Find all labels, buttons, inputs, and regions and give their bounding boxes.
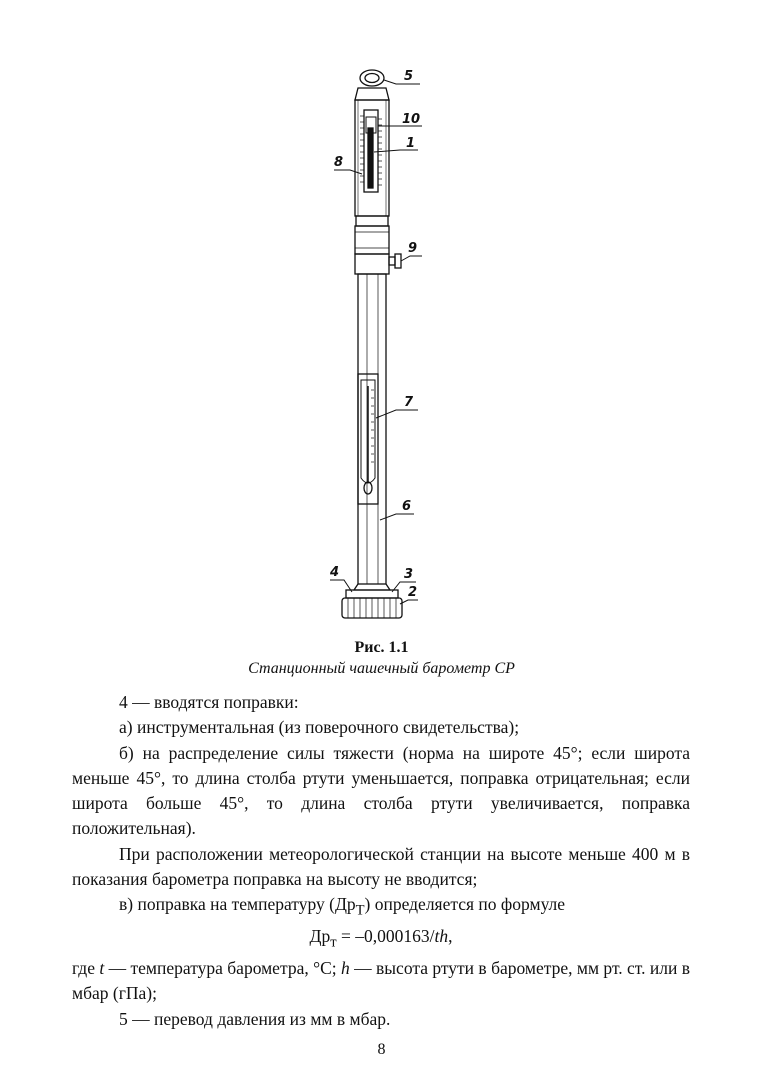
formula — [72, 924, 690, 956]
variable-h: h — [341, 957, 350, 978]
paragraph: При расположении метеорологической станции на высоте меньше 400 м в показания барометра поправка на высоту не вводится; — [72, 843, 690, 890]
callout-10: 10 — [402, 112, 421, 127]
formula-part: Др — [309, 926, 331, 947]
text-run: ) определяется по формуле — [364, 894, 566, 915]
callout-5: 5 — [404, 69, 414, 84]
callout-9: 9 — [408, 241, 418, 256]
paragraph — [72, 956, 690, 1007]
paragraph: а) инструментальная (из поверочного свидетельства); — [119, 717, 520, 738]
text-run: — высота ртути в барометре, мм рт. ст. или в мбар (гПа); — [72, 957, 691, 1004]
paragraph: 5 — перевод давления из мм в мбар. — [119, 1008, 391, 1029]
paragraph: 4 — вводятся поправки: — [119, 692, 299, 712]
figure-caption-title: Рис. 1.1 — [354, 639, 409, 656]
barometer-drawing — [300, 60, 460, 630]
formula-part: , — [448, 926, 453, 947]
mercury-column — [368, 128, 373, 188]
text-run: в) поправка на температуру (Др — [119, 894, 356, 915]
text-run: — температура барометра, °С; — [104, 957, 342, 978]
formula-subscript: т — [330, 934, 337, 951]
paragraph: б) на распределение силы тяжести (норма на широте 45°; если широта меньше 45°, то длина столба ртути уменьшается, поправка отрицательная; если широта больше 45°, то длина столба ртути увеличивается, поправка положительная). — [72, 742, 690, 839]
barometer-figure — [300, 60, 460, 630]
figure-caption-subtitle: Станционный чашечный барометр СР — [248, 660, 515, 677]
text-run: где — [72, 957, 100, 978]
callout-1: 1 — [406, 136, 416, 151]
variable-t: t — [99, 957, 105, 978]
subscript: Т — [355, 902, 365, 919]
body-text — [72, 690, 690, 1032]
formula-part: = –0,000163/ — [336, 926, 435, 947]
thermometer-bulb — [364, 482, 372, 494]
top-ring — [360, 70, 384, 86]
paragraph — [72, 892, 690, 924]
callout-2: 2 — [408, 585, 418, 600]
callout-4: 4 — [330, 565, 340, 580]
callout-3: 3 — [404, 567, 414, 582]
callout-6: 6 — [402, 499, 412, 514]
page-number: 8 — [377, 1041, 386, 1058]
vernier-screw — [395, 254, 401, 268]
main-tube — [358, 274, 386, 584]
callout-8: 8 — [334, 155, 344, 170]
callout-7: 7 — [404, 395, 414, 410]
formula-variable: th — [434, 926, 449, 947]
